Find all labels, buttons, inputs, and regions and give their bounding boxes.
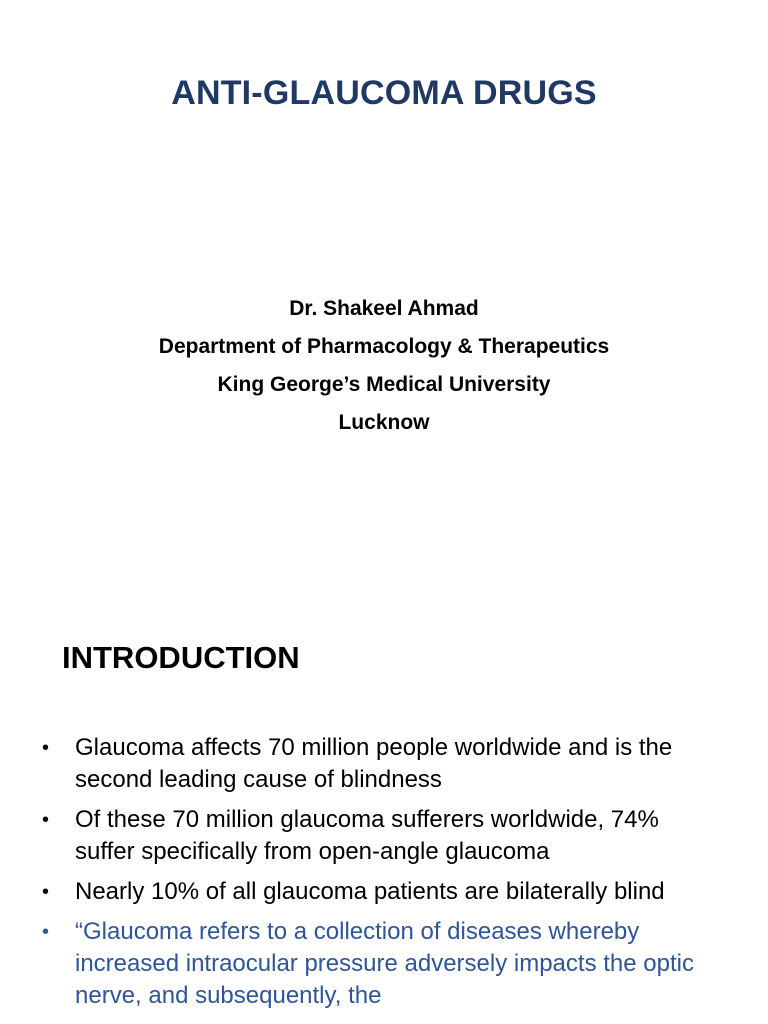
- author-department: Department of Pharmacology & Therapeutics: [158, 335, 610, 358]
- bullet-icon: •: [42, 921, 50, 943]
- bullet-item: [40, 876, 720, 908]
- slide-title: ANTI-GLAUCOMA DRUGS: [171, 74, 597, 112]
- bullet-list: [40, 732, 720, 1020]
- bullet-icon: •: [42, 809, 50, 831]
- author-name: Dr. Shakeel Ahmad: [289, 297, 479, 320]
- author-block: [0, 290, 768, 442]
- bullet-text: Nearly 10% of all glaucoma patients are bilaterally blind: [75, 878, 665, 905]
- author-city: Lucknow: [338, 411, 430, 434]
- bullet-text: Glaucoma affects 70 million people worldwide and is the second leading cause of blindness: [75, 734, 673, 793]
- bullet-icon: •: [42, 737, 50, 759]
- bullet-item-quote: [40, 916, 720, 1012]
- introduction-slide: [0, 576, 768, 1024]
- bullet-icon: •: [42, 881, 50, 903]
- bullet-text: Of these 70 million glaucoma sufferers worldwide, 74% suffer specifically from open-angle glaucoma: [75, 806, 659, 865]
- bullet-text: “Glaucoma refers to a collection of diseases whereby increased intraocular pressure adversely impacts the optic nerve, and subsequently, the: [75, 918, 694, 1009]
- bullet-item: [40, 732, 720, 796]
- author-university: King George’s Medical University: [217, 373, 551, 396]
- bullet-item: [40, 804, 720, 868]
- introduction-heading: INTRODUCTION: [62, 640, 300, 675]
